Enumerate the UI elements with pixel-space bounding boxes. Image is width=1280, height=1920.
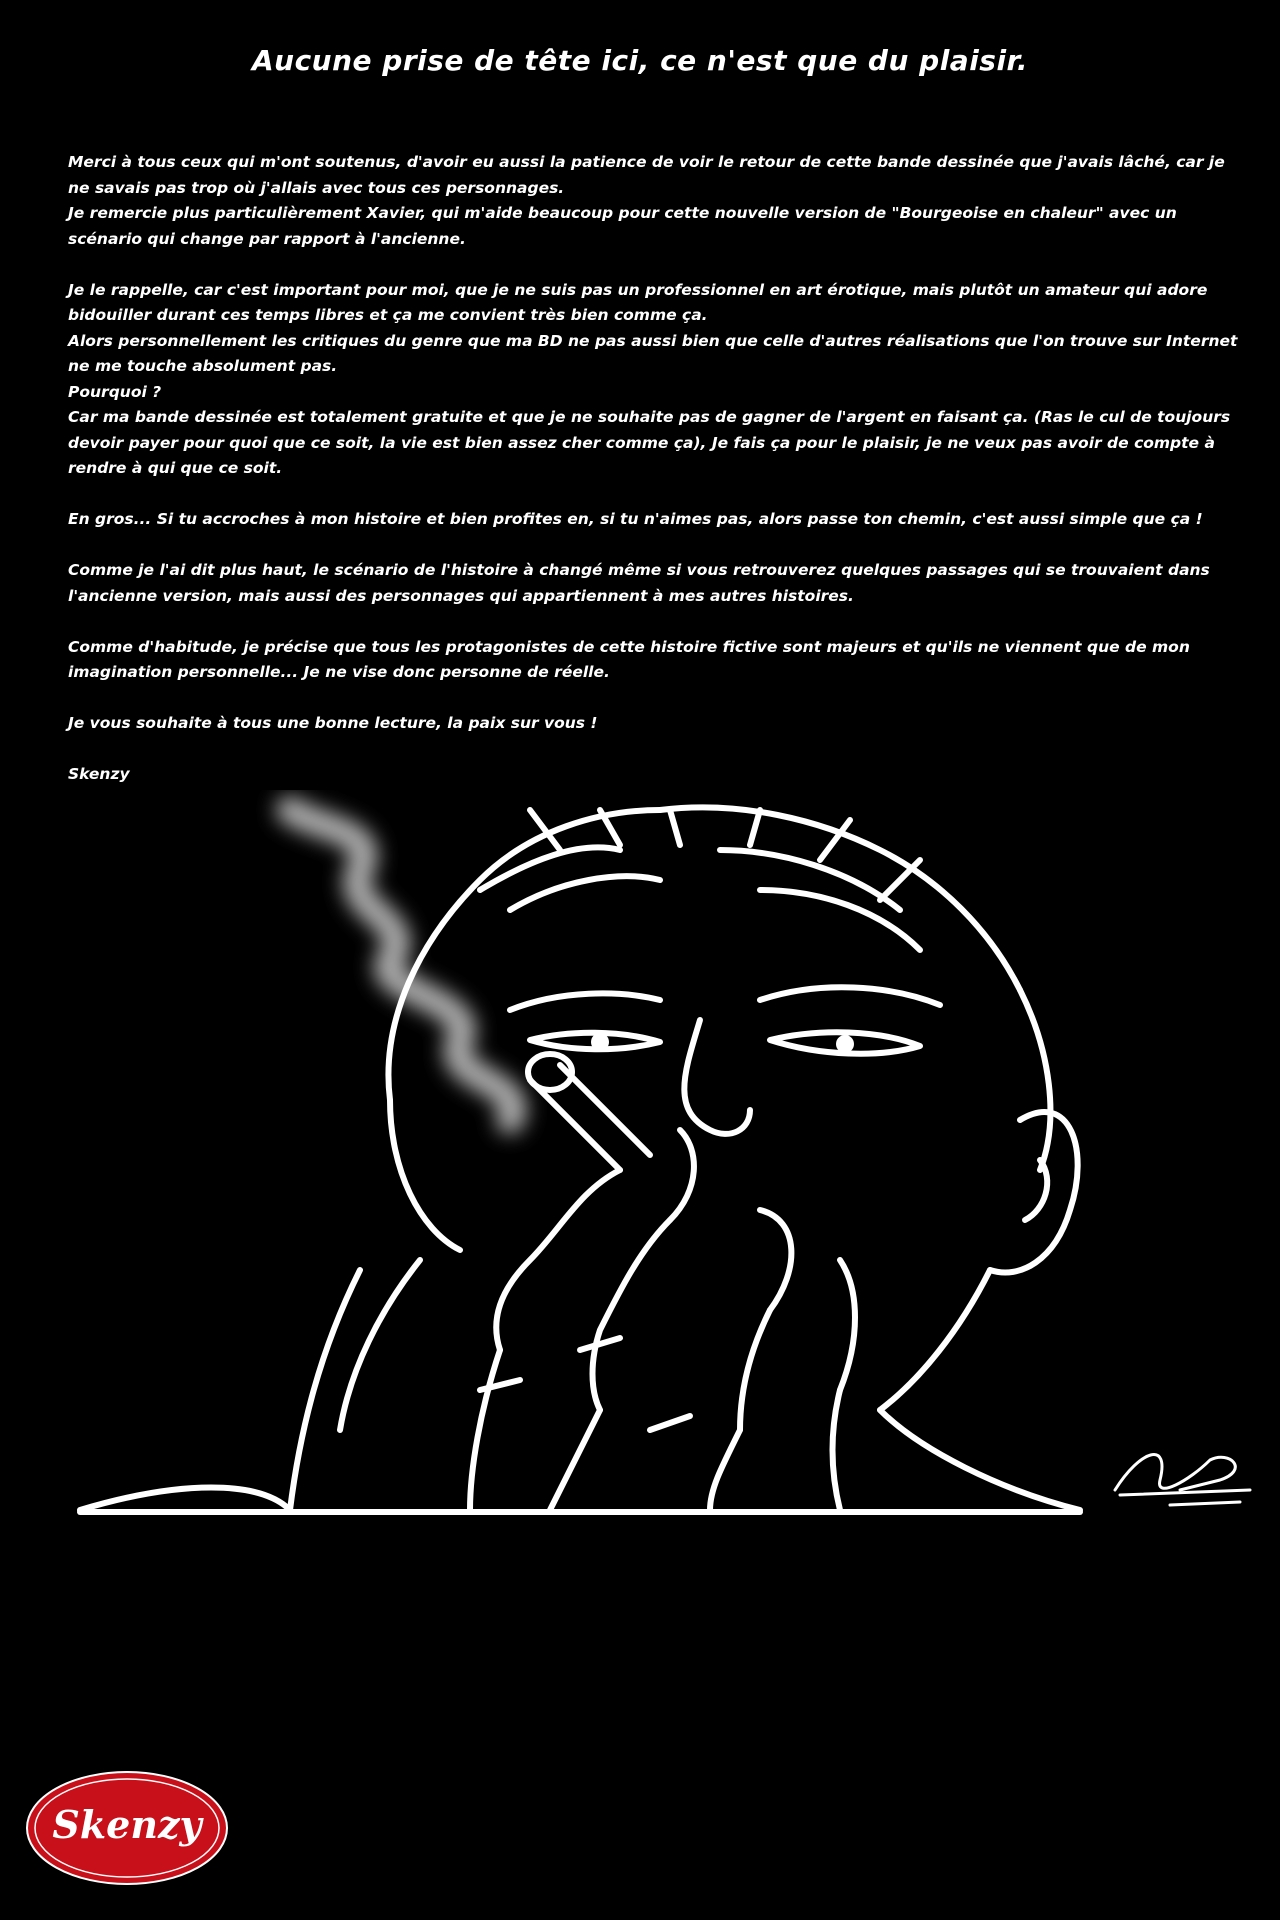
- paragraph-thanks: Merci à tous ceux qui m'ont soutenus, d'avoir eu aussi la patience de voir le retour de cette bande dessinée que j'avais lâché, car je ne savais pas trop où j'allais avec tous ces personnages.: [68, 153, 1225, 197]
- smoke-trail: [290, 810, 513, 1120]
- paragraph-amateur: Je le rappelle, car c'est important pour moi, que je ne suis pas un professionnel en art érotique, mais plutôt un amateur qui adore bidouiller durant ces temps libres et ça me convient très bien comme ça.: [68, 280, 1208, 324]
- message-body: [68, 150, 1238, 813]
- paragraph-scenario: Comme je l'ai dit plus haut, le scénario de l'histoire à changé même si vous retrouverez quelques passages qui se trouvaient dans l'ancienne version, mais aussi des personnages qui appartiennent à mes autres histoires.: [68, 561, 1210, 605]
- logo-text: Skenzy: [52, 1802, 202, 1847]
- paragraph-bonne-lecture: Je vous souhaite à tous une bonne lecture, la paix sur vous !: [68, 714, 598, 732]
- paragraph-majeurs: Comme d'habitude, je précise que tous les protagonistes de cette histoire fictive sont majeurs et qu'ils ne viennent que de mon imagination personnelle... Je ne vise donc personne de réelle.: [68, 637, 1190, 681]
- paragraph-pourquoi: Pourquoi ?: [68, 382, 162, 401]
- artist-signature-scribble: [1115, 1455, 1250, 1505]
- page-title: Aucune prise de tête ici, ce n'est que du plaisir.: [251, 44, 1029, 77]
- paragraph-critiques: Alors personnellement les critiques du genre que ma BD ne pas aussi bien que celle d'autres réalisations que l'on trouve sur Internet ne me touche absolument pas.: [68, 331, 1238, 375]
- paragraph-xavier: Je remercie plus particulièrement Xavier, qui m'aide beaucoup pour cette nouvelle version de "Bourgeoise en chaleur" avec un scénario qui change par rapport à l'ancienne.: [68, 204, 1177, 248]
- paragraph-gratuite: Car ma bande dessinée est totalement gratuite et que je ne souhaite pas de gagner de l'argent en faisant ça. (Ras le cul de toujours devoir payer pour quoi que ce soit, la vie est bien assez cher comme ça), Je fais ça pour le plaisir, je ne veux pas avoir de compte à rendre à qui que ce soit.: [68, 408, 1231, 477]
- paragraph-signature: Skenzy: [68, 765, 130, 783]
- line-art: [80, 807, 1080, 1512]
- smoking-man-illustration: [60, 790, 1260, 1530]
- paragraph-en-gros: En gros... Si tu accroches à mon histoire et bien profites en, si tu n'aimes pas, alors passe ton chemin, c'est aussi simple que ça !: [68, 510, 1203, 528]
